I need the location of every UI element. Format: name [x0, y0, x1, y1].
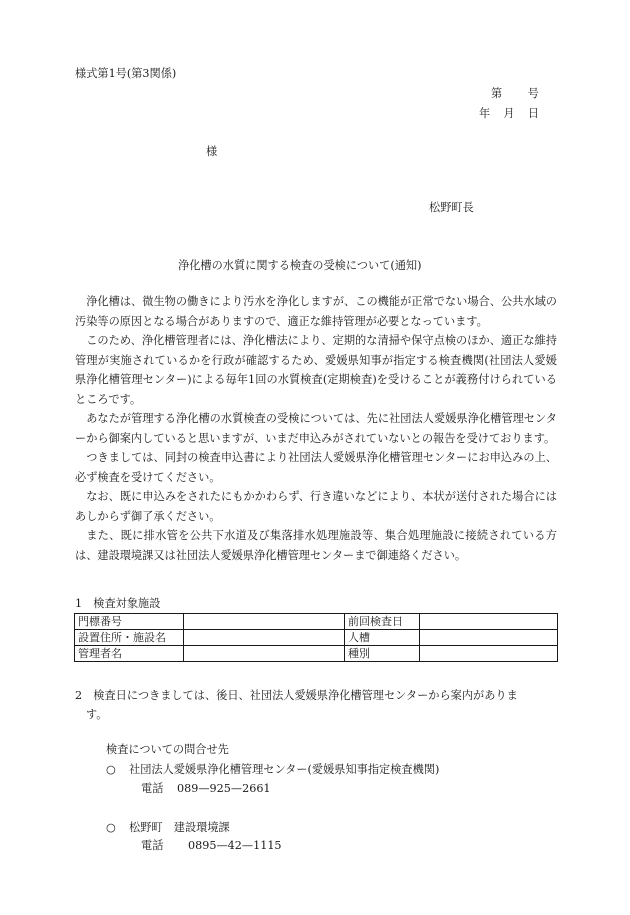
body-paragraph: つきましては、同封の検査申込書により社団法人愛媛県浄化槽管理センターにお申込みの上、必ず検査を受けてください。 [75, 451, 557, 484]
table-row [75, 646, 558, 662]
contact-org: 松野町 建設環境課 [129, 821, 230, 834]
contact-org: 社団法人愛媛県浄化槽管理センター(愛媛県知事指定検査機関) [129, 763, 440, 776]
phone-number: 089—925—2661 [177, 782, 271, 795]
table-cell: 種別 [345, 646, 420, 662]
section2-line2: す。 [86, 708, 108, 721]
body-paragraph: また、既に排水管を公共下水道及び集落排水処理施設等、集合処理施設に接続されている方は、建設環境課又は社団法人愛媛県浄化槽管理センターまで御連絡ください。 [75, 529, 557, 562]
phone-number: 0895—42—1115 [188, 839, 282, 852]
phone-label: 電話 [141, 782, 164, 795]
table-row [75, 630, 558, 646]
contact-heading: 検査についての問合せ先 [106, 743, 229, 756]
table-cell [420, 646, 558, 662]
body-paragraph: あなたが管理する浄化槽の水質検査の受検については、先に社団法人愛媛県浄化槽管理センターから御案内していると思いますが、いまだ申込みがされていないとの報告を受けております。 [75, 412, 557, 445]
table-cell: 前回検査日 [345, 614, 420, 630]
table-row [75, 614, 558, 630]
body-paragraph: このため、浄化槽管理者には、浄化槽法により、定期的な清掃や保守点検のほか、適正な維持管理が実施されているかを行政が確認するため、愛媛県知事が指定する検査機関(社団法人愛媛県浄化槽管理センター)による毎年1回の水質検査(定期検査)を受けることが義務付けられているところです。 [75, 334, 557, 406]
table-cell: 管理者名 [75, 646, 184, 662]
table-cell: 人槽 [345, 630, 420, 646]
recipient-suffix: 様 [206, 145, 218, 158]
circle-bullet-icon: ○ [106, 763, 116, 776]
document-date: 年 月 日 [479, 107, 540, 120]
table-cell [184, 646, 345, 662]
table-cell [184, 614, 345, 630]
phone-label: 電話 [141, 839, 164, 852]
circle-bullet-icon: ○ [106, 821, 116, 834]
facility-table [74, 613, 558, 662]
notice-body [75, 292, 557, 565]
section1-heading: 1 検査対象施設 [75, 597, 161, 610]
table-cell: 設置住所・施設名 [75, 630, 184, 646]
table-cell [420, 630, 558, 646]
sender-name: 松野町長 [429, 201, 474, 214]
table-cell: 門標番号 [75, 614, 184, 630]
section2-line1: 2 検査日につきましては、後日、社団法人愛媛県浄化槽管理センターから案内がありま [75, 689, 518, 702]
document-title: 浄化槽の水質に関する検査の受検について(通知) [178, 259, 422, 272]
table-cell [184, 630, 345, 646]
document-number: 第 号 [491, 87, 540, 100]
form-number: 様式第1号(第3関係) [75, 67, 177, 80]
table-cell [420, 614, 558, 630]
body-paragraph: なお、既に申込みをされたにもかかわらず、行き違いなどにより、本状が送付された場合にはあしからず御了承ください。 [75, 490, 557, 523]
body-paragraph: 浄化槽は、微生物の働きにより汚水を浄化しますが、この機能が正常でない場合、公共水域の汚染等の原因となる場合がありますので、適正な維持管理が必要となっています。 [75, 295, 557, 328]
